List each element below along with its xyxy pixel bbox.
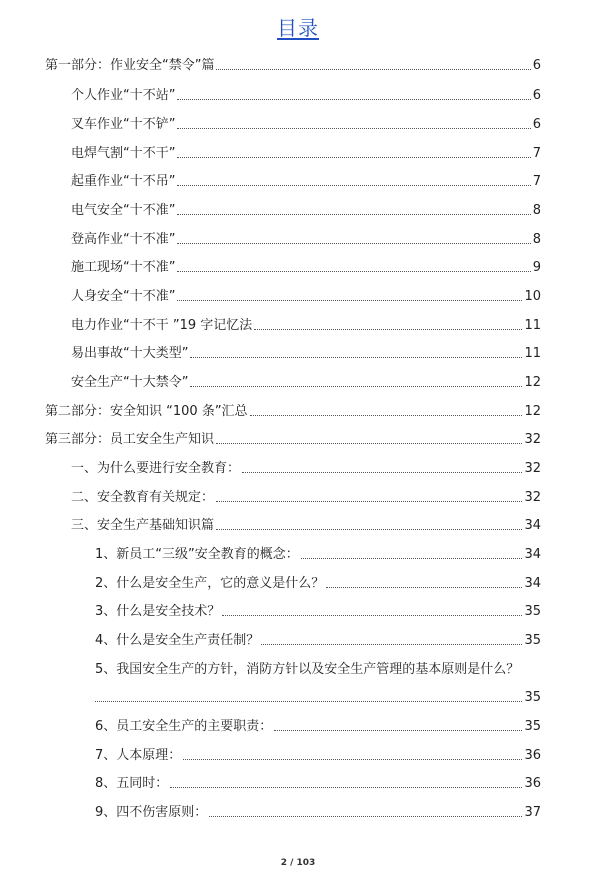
toc-entry-label: 二、安全教育有关规定： — [71, 490, 215, 505]
toc-entry-part3[interactable] — [45, 428, 541, 448]
toc-leader-dots — [177, 214, 530, 215]
toc-entry-label: 3、什么是安全技术？ — [95, 604, 221, 619]
toc-leader-dots — [95, 701, 522, 702]
toc-entry[interactable] — [95, 715, 541, 735]
toc-entry[interactable] — [71, 113, 541, 133]
toc-leader-dots — [177, 99, 530, 100]
toc-page-number: 35 — [524, 604, 541, 619]
toc-leader-dots — [177, 243, 530, 244]
toc-page-number: 32 — [524, 490, 541, 505]
toc-page-number: 35 — [524, 719, 541, 734]
toc-entry-label: 第二部分：安全知识 “100 条”汇总 — [45, 404, 248, 419]
toc-entry-label: 2、什么是安全生产，它的意义是什么？ — [95, 576, 325, 591]
toc-leader-dots — [190, 357, 522, 358]
toc-page-number: 9 — [532, 260, 541, 275]
toc-page-number: 34 — [524, 518, 541, 533]
toc-leader-dots — [216, 529, 522, 530]
toc-page-number: 7 — [532, 174, 541, 189]
toc-page-number: 35 — [524, 633, 541, 648]
toc-page-number: 34 — [524, 576, 541, 591]
toc-entry[interactable] — [95, 744, 541, 764]
toc-entry-label: 易出事故“十大类型” — [71, 346, 189, 361]
toc-page-number: 11 — [524, 346, 541, 361]
toc-entry-label: 个人作业“十不站” — [71, 88, 176, 103]
toc-leader-dots — [209, 816, 522, 817]
toc-leader-dots — [254, 329, 522, 330]
toc-leader-dots — [170, 787, 522, 788]
toc-page-number: 10 — [524, 289, 541, 304]
toc-entry[interactable] — [95, 801, 541, 821]
toc-entry[interactable] — [71, 514, 541, 534]
toc-page-number: 6 — [532, 117, 541, 132]
toc-entry-label: 叉车作业“十不铲” — [71, 117, 176, 132]
toc-entry-wrapped-continuation[interactable] — [95, 686, 541, 706]
toc-leader-dots — [177, 157, 530, 158]
page-indicator: 2 / 103 — [280, 858, 316, 868]
toc-leader-dots — [190, 386, 522, 387]
toc-page-number: 6 — [532, 88, 541, 103]
toc-entry[interactable] — [95, 629, 541, 649]
toc-page-number: 8 — [532, 203, 541, 218]
toc-leader-dots — [274, 730, 522, 731]
toc-entry-label: 4、什么是安全生产责任制？ — [95, 633, 260, 648]
toc-entry[interactable] — [71, 342, 541, 362]
toc-leader-dots — [261, 644, 522, 645]
toc-entry-label: 一、为什么要进行安全教育： — [71, 461, 241, 476]
toc-entry[interactable] — [71, 142, 541, 162]
toc-entry-label: 电气安全“十不准” — [71, 203, 176, 218]
toc-page-number: 12 — [524, 404, 541, 419]
toc-entry[interactable] — [71, 170, 541, 190]
toc-page-number: 37 — [524, 805, 541, 820]
toc-entry-label: 6、员工安全生产的主要职责： — [95, 719, 273, 734]
toc-entry[interactable] — [71, 457, 541, 477]
toc-leader-dots — [177, 271, 530, 272]
toc-entry[interactable] — [71, 228, 541, 248]
toc-leader-dots — [177, 185, 530, 186]
toc-entry[interactable] — [71, 371, 541, 391]
toc-leader-dots — [250, 415, 523, 416]
toc-entry-label: 电焊气割“十不干” — [71, 146, 176, 161]
toc-entry-label: 三、安全生产基础知识篇 — [71, 518, 215, 533]
toc-entry-part1[interactable] — [45, 54, 541, 74]
toc-entry-label: 7、人本原理： — [95, 748, 182, 763]
toc-entry-label: 第三部分：员工安全生产知识 — [45, 432, 215, 447]
toc-leader-dots — [326, 587, 522, 588]
toc-page-number: 8 — [532, 232, 541, 247]
toc-entry-wrapped-label[interactable]: 5、我国安全生产的方针，消防方针以及安全生产管理的基本原则是什么？ — [95, 662, 520, 677]
toc-entry-label: 1、新员工“三级”安全教育的概念： — [95, 547, 299, 562]
toc-page-number: 36 — [524, 776, 541, 791]
toc-entry-label: 8、五同时： — [95, 776, 169, 791]
toc-entry-label: 安全生产“十大禁令” — [71, 375, 189, 390]
toc-page-number: 11 — [524, 318, 541, 333]
toc-entry-label: 施工现场“十不准” — [71, 260, 176, 275]
toc-entry[interactable] — [95, 772, 541, 792]
toc-leader-dots — [222, 615, 522, 616]
toc-entry[interactable] — [71, 199, 541, 219]
toc-entry[interactable] — [95, 600, 541, 620]
toc-page-number: 32 — [524, 432, 541, 447]
toc-leader-dots — [177, 128, 530, 129]
toc-leader-dots — [177, 300, 522, 301]
toc-page-number: 32 — [524, 461, 541, 476]
toc-entry-part2[interactable] — [45, 400, 541, 420]
toc-leader-dots — [183, 759, 522, 760]
toc-entry[interactable] — [71, 84, 541, 104]
toc-entry[interactable] — [71, 486, 541, 506]
toc-page-number: 7 — [532, 146, 541, 161]
toc-entry-label: 登高作业“十不准” — [71, 232, 176, 247]
toc-leader-dots — [301, 558, 523, 559]
toc-entry[interactable] — [71, 256, 541, 276]
toc-page-number: 35 — [524, 690, 541, 705]
toc-leader-dots — [242, 472, 522, 473]
toc-leader-dots — [216, 443, 522, 444]
toc-entry-label: 9、四不伤害原则： — [95, 805, 208, 820]
toc-page-number: 12 — [524, 375, 541, 390]
toc-page-number: 34 — [524, 547, 541, 562]
toc-page-number: 6 — [532, 58, 541, 73]
toc-entry-label: 电力作业“十不干 ”19 字记忆法 — [71, 318, 253, 333]
toc-page-number: 36 — [524, 748, 541, 763]
toc-entry-label: 第一部分：作业安全“禁令”篇 — [45, 58, 215, 73]
toc-leader-dots — [216, 69, 530, 70]
toc-entry[interactable] — [95, 572, 541, 592]
toc-entry[interactable] — [71, 285, 541, 305]
toc-entry[interactable] — [95, 543, 541, 563]
toc-entry[interactable] — [71, 314, 541, 334]
toc-leader-dots — [216, 501, 522, 502]
toc-entry-label: 人身安全“十不准” — [71, 289, 176, 304]
toc-entry-label: 起重作业“十不吊” — [71, 174, 176, 189]
toc-title: 目录 — [277, 16, 319, 40]
